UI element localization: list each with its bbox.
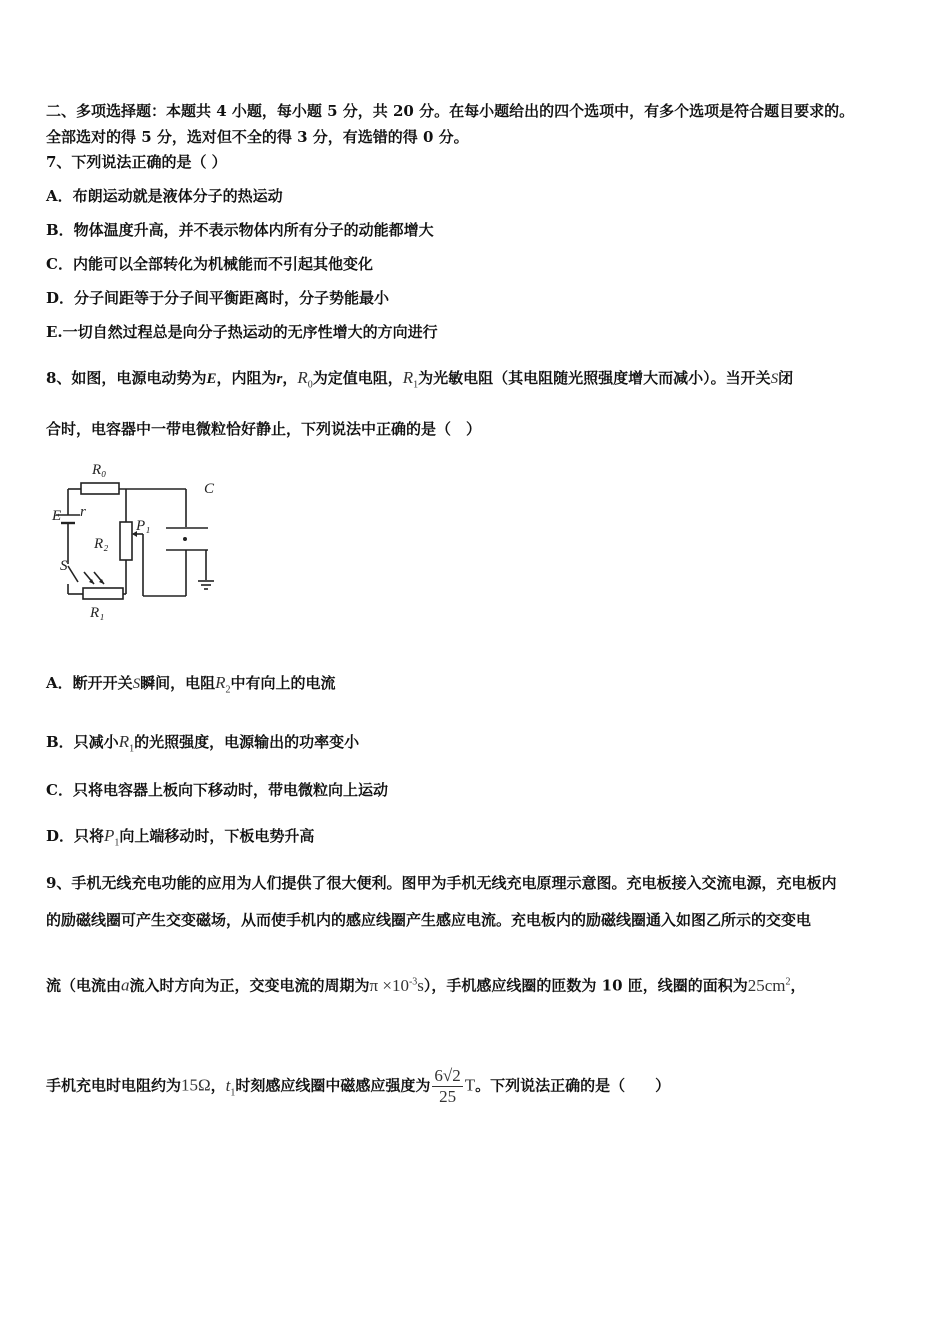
q8-optb-r1-symbol: $R_1$ <box>118 732 135 755</box>
q8-stem-d: 为定值电阻， <box>312 369 403 387</box>
fig-label-c: C <box>204 481 215 497</box>
q8-circuit-diagram <box>46 452 226 624</box>
q8-stem-a: 8、如图，电源电动势为 <box>46 369 207 387</box>
q8-option-b: B．只减小$R_1$的光照强度，电源输出的功率变小 <box>46 732 360 755</box>
q9-unit-t: T <box>464 1075 476 1095</box>
q8-stem-c: ， <box>282 369 298 387</box>
q8-option-d: D．只将$P_1$向上端移动时，下板电势升高 <box>46 826 315 849</box>
q8-stem-e: 为光敏电阻（其电阻随光照强度增大而减小）。当开关 <box>418 369 771 387</box>
q8-r0-symbol: $R_0$ <box>297 368 313 391</box>
q8-opta-r2-symbol: $R_2$ <box>215 673 231 696</box>
fig-label-r1: R₁ <box>90 605 105 621</box>
q9-field-fraction: $\frac{6√2}{25}$ <box>434 1066 461 1106</box>
fig-label-p1: P₁ <box>136 518 151 534</box>
fig-label-r2: R₂ <box>94 536 109 552</box>
q8-opta-switch: S <box>132 676 141 692</box>
q7-option-d: D．分子间距等于分子间平衡距离时，分子势能最小 <box>46 289 390 307</box>
q7-option-c: C．内能可以全部转化为机械能而不引起其他变化 <box>46 255 373 273</box>
q9-line2: 的励磁线圈可产生交变磁场，从而使手机内的感应线圈产生感应电流。充电板内的励磁线圈通入如图乙所示的交变电 <box>46 911 812 929</box>
q8-stem-line1 <box>46 368 793 395</box>
q8-stem-f: 闭 <box>778 369 794 387</box>
q8-option-a: A．断开开关S瞬间，电阻$R_2$中有向上的电流 <box>46 673 336 696</box>
q9-line1: 9、手机无线充电功能的应用为人们提供了很大便利。图甲为手机无线充电原理示意图。充电板接入交流电源，充电板内 <box>46 874 837 892</box>
q8-stem-b: ，内阻为 <box>216 369 277 387</box>
q8-r1-symbol: $R_1$ <box>402 368 419 391</box>
q7-stem: 7、下列说法正确的是（ ） <box>46 153 227 171</box>
q7-option-e: E.一切自然过程总是向分子热运动的无序性增大的方向进行 <box>46 323 438 341</box>
q9-line3: 流（电流由a流入时方向为正，交变电流的周期为$\pi \times 10^{-3}s$），手机感应线圈的匝数为 10 匝，线圈的面积为$25cm^2$， <box>46 975 806 995</box>
q9-line4: 手机充电时电阻约为15Ω，$t_1$时刻感应线圈中磁感应强度为 $\frac{6√2}{25}$ T。下列说法正确的是（ ） <box>46 1066 671 1106</box>
q9-a-symbol: a <box>121 975 130 995</box>
q8-internal-r-symbol: r <box>276 371 283 387</box>
q8-stem-line2: 合时，电容器中一带电微粒恰好静止，下列说法中正确的是（ ） <box>46 420 482 438</box>
fig-label-r0: R₀ <box>92 462 107 478</box>
fig-label-e: E <box>52 508 62 524</box>
q9-area: $25cm^2$ <box>747 975 791 995</box>
q7-option-a: A．布朗运动就是液体分子的热运动 <box>46 187 283 205</box>
q9-period: $\pi \times 10^{-3}s$ <box>369 975 424 995</box>
q9-resistance: 15Ω <box>181 1075 211 1095</box>
q8-option-c: C．只将电容器上板向下移动时，带电微粒向上运动 <box>46 781 388 799</box>
q8-emf-symbol: E <box>206 371 217 387</box>
q9-t1-symbol: $t_1$ <box>225 1075 236 1098</box>
q8-switch-symbol: S <box>770 371 779 387</box>
section-header-line2: 全部选对的得 5 分，选对但不全的得 3 分，有选错的得 0 分。 <box>46 128 469 146</box>
fig-label-r: r <box>80 504 86 520</box>
q7-option-b: B．物体温度升高，并不表示物体内所有分子的动能都增大 <box>46 221 434 239</box>
section-header-line1: 二、多项选择题：本题共 4 小题，每小题 5 分，共 20 分。在每小题给出的四个选项中，有多个选项是符合题目要求的。 <box>46 102 855 120</box>
fig-label-s: S <box>60 558 68 574</box>
q8-optd-p1-symbol: $P_1$ <box>104 826 120 849</box>
